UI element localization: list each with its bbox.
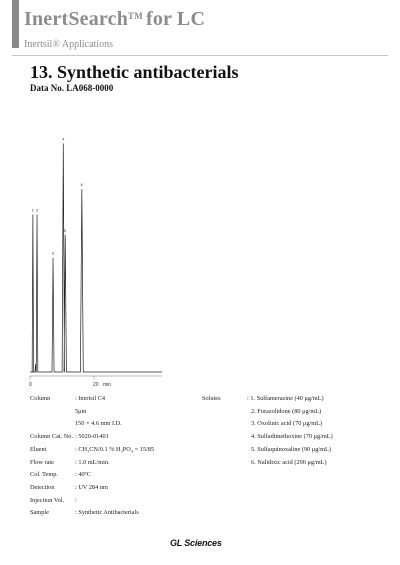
solute-item: 4. Sulfadimethoxine (70 μg/mL) bbox=[251, 433, 333, 441]
condition-value: : bbox=[75, 496, 77, 504]
solute-item: : 1. Sulfamerazine (40 μg/mL) bbox=[247, 395, 324, 402]
axis-tick-label: 0 bbox=[29, 382, 32, 388]
brand-suffix: for LC bbox=[145, 8, 206, 30]
condition-label: Detection bbox=[30, 483, 55, 491]
solute-item: 6. Nalidixic acid (290 μg/mL) bbox=[251, 458, 327, 466]
condition-value: : 40ºC bbox=[75, 471, 91, 479]
solute-item: 2. Furazolidone (80 μg/mL) bbox=[251, 407, 322, 415]
brand-name: InertSearch bbox=[24, 8, 129, 30]
condition-value: 5μm bbox=[75, 407, 87, 415]
condition-label: Column Cat. No. bbox=[30, 433, 74, 441]
condition-label: Column bbox=[30, 395, 51, 402]
peak-label: 3 bbox=[51, 250, 55, 256]
axis-unit-label: min bbox=[103, 382, 112, 388]
peak-label: 2 bbox=[35, 207, 39, 213]
trademark-mark: TM bbox=[128, 11, 143, 21]
condition-value: 150 × 4.6 mm I.D. bbox=[75, 420, 122, 428]
solutes-label: Solutes bbox=[202, 395, 221, 402]
condition-label: Eluent bbox=[30, 445, 47, 453]
condition-value: : Synthetic Antibacterials bbox=[75, 509, 139, 517]
condition-value: : Inertsil C4 bbox=[75, 395, 106, 402]
peak-label: 6 bbox=[80, 182, 83, 188]
solute-item: 3. Oxolinic acid (70 μg/mL) bbox=[251, 420, 323, 428]
page-title: 13. Synthetic antibacterials bbox=[30, 62, 239, 82]
peak-label: 1 bbox=[31, 207, 34, 213]
condition-label: Injection Vol. bbox=[30, 496, 65, 504]
data-number: Data No. LA068-0000 bbox=[30, 83, 114, 93]
condition-value: : CH₃CN/0.1 % H₃PO₄ = 15/85 bbox=[75, 445, 155, 453]
peak-label: 4 bbox=[62, 136, 65, 142]
condition-label: Sample bbox=[30, 509, 49, 517]
brand-subtitle: Inertsil® Applications bbox=[24, 39, 113, 50]
condition-value: : 5020-01401 bbox=[75, 433, 109, 441]
condition-value: : UV 284 nm bbox=[75, 483, 108, 491]
solute-item: 5. Sulfaquinoxaline (90 μg/mL) bbox=[251, 445, 331, 453]
company-logo: GL Sciences bbox=[170, 538, 222, 548]
axis-tick-label: 20 bbox=[93, 382, 99, 388]
condition-label: Col. Temp. bbox=[30, 471, 58, 479]
condition-value: : 1.0 mL/min. bbox=[75, 458, 110, 466]
condition-label: Flow rate bbox=[30, 458, 54, 466]
peak-label: 5 bbox=[64, 227, 67, 233]
chromatogram-trace bbox=[30, 143, 162, 372]
